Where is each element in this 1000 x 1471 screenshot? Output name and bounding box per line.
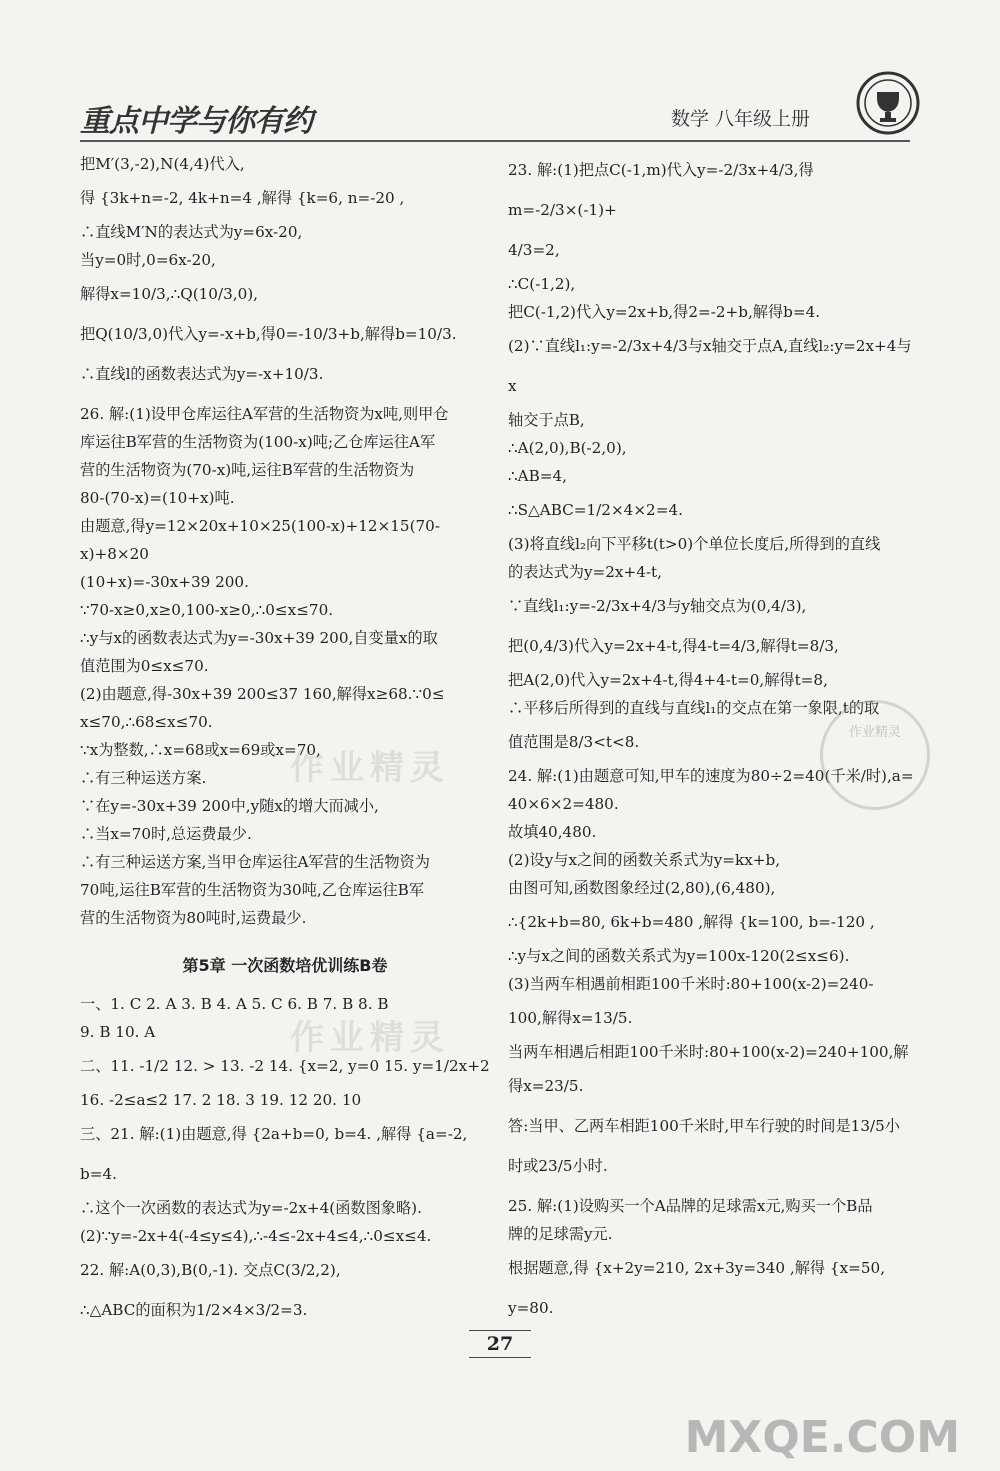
answer-line: (2)∵y=-2x+4(-4≤y≤4),∴-4≤-2x+4≤4,∴0≤x≤4. <box>80 1227 432 1245</box>
right-line: ∴C(-1,2), <box>508 275 576 293</box>
right-line: ∴AB=4, <box>508 467 568 485</box>
left-line: ∵70-x≥0,x≥0,100-x≥0,∴0≤x≤70. <box>80 601 334 619</box>
right-line: 的表达式为y=2x+4-t, <box>508 563 662 581</box>
answer-line: 三、21. 解:(1)由题意,得 {2a+b=0, b=4. ,解得 {a=-2, b=4. <box>80 1125 473 1183</box>
right-line: 由图可知,函数图象经过(2,80),(6,480), <box>508 879 776 897</box>
right-line: (3)将直线l₂向下平移t(t>0)个单位长度后,所得到的直线 <box>508 535 881 553</box>
right-line: 得x=23/5. <box>508 1077 584 1095</box>
left-line: ∴y与x的函数表达式为y=-30x+39 200,自变量x的取 <box>80 629 438 647</box>
left-line: ∵在y=-30x+39 200中,y随x的增大而减小, <box>80 797 379 815</box>
right-line: ∴A(2,0),B(-2,0), <box>508 439 627 457</box>
answer-line: 二、11. -1/2 12. > 13. -2 14. {x=2, y=0 15. y=1/2x+2 <box>80 1057 490 1075</box>
left-line: 26. 解:(1)设甲仓库运往A军营的生活物资为x吨,则甲仓 <box>80 405 449 423</box>
right-line: (3)当两车相遇前相距100千米时:80+100(x-2)=240- <box>508 975 874 993</box>
left-line: 得 {3k+n=-2, 4k+n=4 ,解得 {k=6, n=-20 , <box>80 189 405 207</box>
right-line: ∴S△ABC=1/2×4×2=4. <box>508 501 683 519</box>
left-line: 解得x=10/3,∴Q(10/3,0), <box>80 285 258 303</box>
watermark-text: 作业精灵 <box>290 1018 450 1058</box>
answer-line: ∴△ABC的面积为1/2×4×3/2=3. <box>80 1301 308 1319</box>
right-line: ∵直线l₁:y=-2/3x+4/3与y轴交点为(0,4/3), <box>508 597 807 615</box>
left-line: 把M′(3,-2),N(4,4)代入, <box>80 155 245 173</box>
right-line: (2)设y与x之间的函数关系式为y=kx+b, <box>508 851 781 869</box>
watermark-text: 作业精灵 <box>290 748 450 788</box>
left-line: ∴有三种运送方案,当甲仓库运往A军营的生活物资为 <box>80 853 430 871</box>
right-line: 当两车相遇后相距100千米时:80+100(x-2)=240+100,解 <box>508 1043 909 1061</box>
answer-line: 22. 解:A(0,3),B(0,-1). 交点C(3/2,2), <box>80 1261 341 1279</box>
left-line: 营的生活物资为(70-x)吨,运往B军营的生活物资为 <box>80 461 415 479</box>
left-line: 70吨,运往B军营的生活物资为30吨,乙仓库运往B军 <box>80 881 425 899</box>
left-line: ∴当x=70时,总运费最少. <box>80 825 252 843</box>
right-line: 4/3=2, <box>508 241 560 259</box>
left-line: ∵x为整数,∴x=68或x=69或x=70, <box>80 741 321 759</box>
right-line: 时或23/5小时. <box>508 1157 608 1175</box>
watermark-stamp: 作业精灵 <box>820 700 930 810</box>
right-line: ∴{2k+b=80, 6k+b=480 ,解得 {k=100, b=-120 , <box>508 913 875 931</box>
right-line: 25. 解:(1)设购买一个A品牌的足球需x元,购买一个B品 <box>508 1197 873 1215</box>
right-line: 故填40,480. <box>508 823 597 841</box>
left-line: ∴直线l的函数表达式为y=-x+10/3. <box>80 365 324 383</box>
right-line: 把(0,4/3)代入y=2x+4-t,得4-t=4/3,解得t=8/3, <box>508 637 839 655</box>
subject-grade-label: 数学 八年级上册 <box>670 108 810 130</box>
left-line: 营的生活物资为80吨时,运费最少. <box>80 909 307 927</box>
answer-line: 16. -2≤a≤2 17. 2 18. 3 19. 12 20. 10 <box>80 1091 362 1109</box>
answer-line: ∴这个一次函数的表达式为y=-2x+4(函数图象略). <box>80 1199 422 1217</box>
right-line: 40×6×2=480. <box>508 795 619 813</box>
left-line: ∴有三种运送方案. <box>80 769 207 787</box>
book-brand-title: 重点中学与你有约 <box>80 104 312 139</box>
left-line: 当y=0时,0=6x-20, <box>80 251 216 269</box>
right-line: 根据题意,得 {x+2y=210, 2x+3y=340 ,解得 {x=50, y=80. <box>508 1259 890 1317</box>
watermark-site: MXQE.COM <box>684 1412 960 1463</box>
right-line: 值范围是8/3<t<8. <box>508 733 640 751</box>
right-line: 24. 解:(1)由题意可知,甲车的速度为80÷2=40(千米/时),a= <box>508 767 914 785</box>
answer-line: 一、1. C 2. A 3. B 4. A 5. C 6. B 7. B 8. B <box>80 995 389 1013</box>
trophy-emblem-icon <box>855 70 921 136</box>
left-line: x≤70,∴68≤x≤70. <box>80 713 213 731</box>
header-rule <box>80 140 910 142</box>
right-line: 100,解得x=13/5. <box>508 1009 633 1027</box>
left-line: 把Q(10/3,0)代入y=-x+b,得0=-10/3+b,解得b=10/3. <box>80 325 457 343</box>
left-line: (10+x)=-30x+39 200. <box>80 573 249 591</box>
left-line: 80-(70-x)=(10+x)吨. <box>80 489 235 507</box>
left-line: ∴直线M′N的表达式为y=6x-20, <box>80 223 303 241</box>
right-line: ∴平移后所得到的直线与直线l₁的交点在第一象限,t的取 <box>508 699 880 717</box>
right-line: 把A(2,0)代入y=2x+4-t,得4+4-t=0,解得t=8, <box>508 671 828 689</box>
right-line: 轴交于点B, <box>508 411 585 429</box>
left-line: 值范围为0≤x≤70. <box>80 657 209 675</box>
left-line: 库运往B军营的生活物资为(100-x)吨;乙仓库运往A军 <box>80 433 436 451</box>
answer-line: 9. B 10. A <box>80 1023 156 1041</box>
section-title: 第5章 一次函数培优训练B卷 <box>182 956 388 975</box>
right-line: ∴y与x之间的函数关系式为y=100x-120(2≤x≤6). <box>508 947 850 965</box>
left-line: (2)由题意,得-30x+39 200≤37 160,解得x≥68.∵0≤ <box>80 685 445 703</box>
right-line: (2)∵直线l₁:y=-2/3x+4/3与x轴交于点A,直线l₂:y=2x+4与x <box>508 337 912 395</box>
right-line: 牌的足球需y元. <box>508 1225 613 1243</box>
right-line: 答:当甲、乙两车相距100千米时,甲车行驶的时间是13/5小 <box>508 1117 900 1135</box>
page-footer <box>0 1330 1000 1358</box>
right-line: 23. 解:(1)把点C(-1,m)代入y=-2/3x+4/3,得m=-2/3×(-1)+ <box>508 161 814 219</box>
page-header <box>0 0 1000 150</box>
right-line: 把C(-1,2)代入y=2x+b,得2=-2+b,解得b=4. <box>508 303 821 321</box>
page-number: 27 <box>469 1330 531 1358</box>
left-line: 由题意,得y=12×20x+10×25(100-x)+12×15(70-x)+8×20 <box>80 517 440 563</box>
